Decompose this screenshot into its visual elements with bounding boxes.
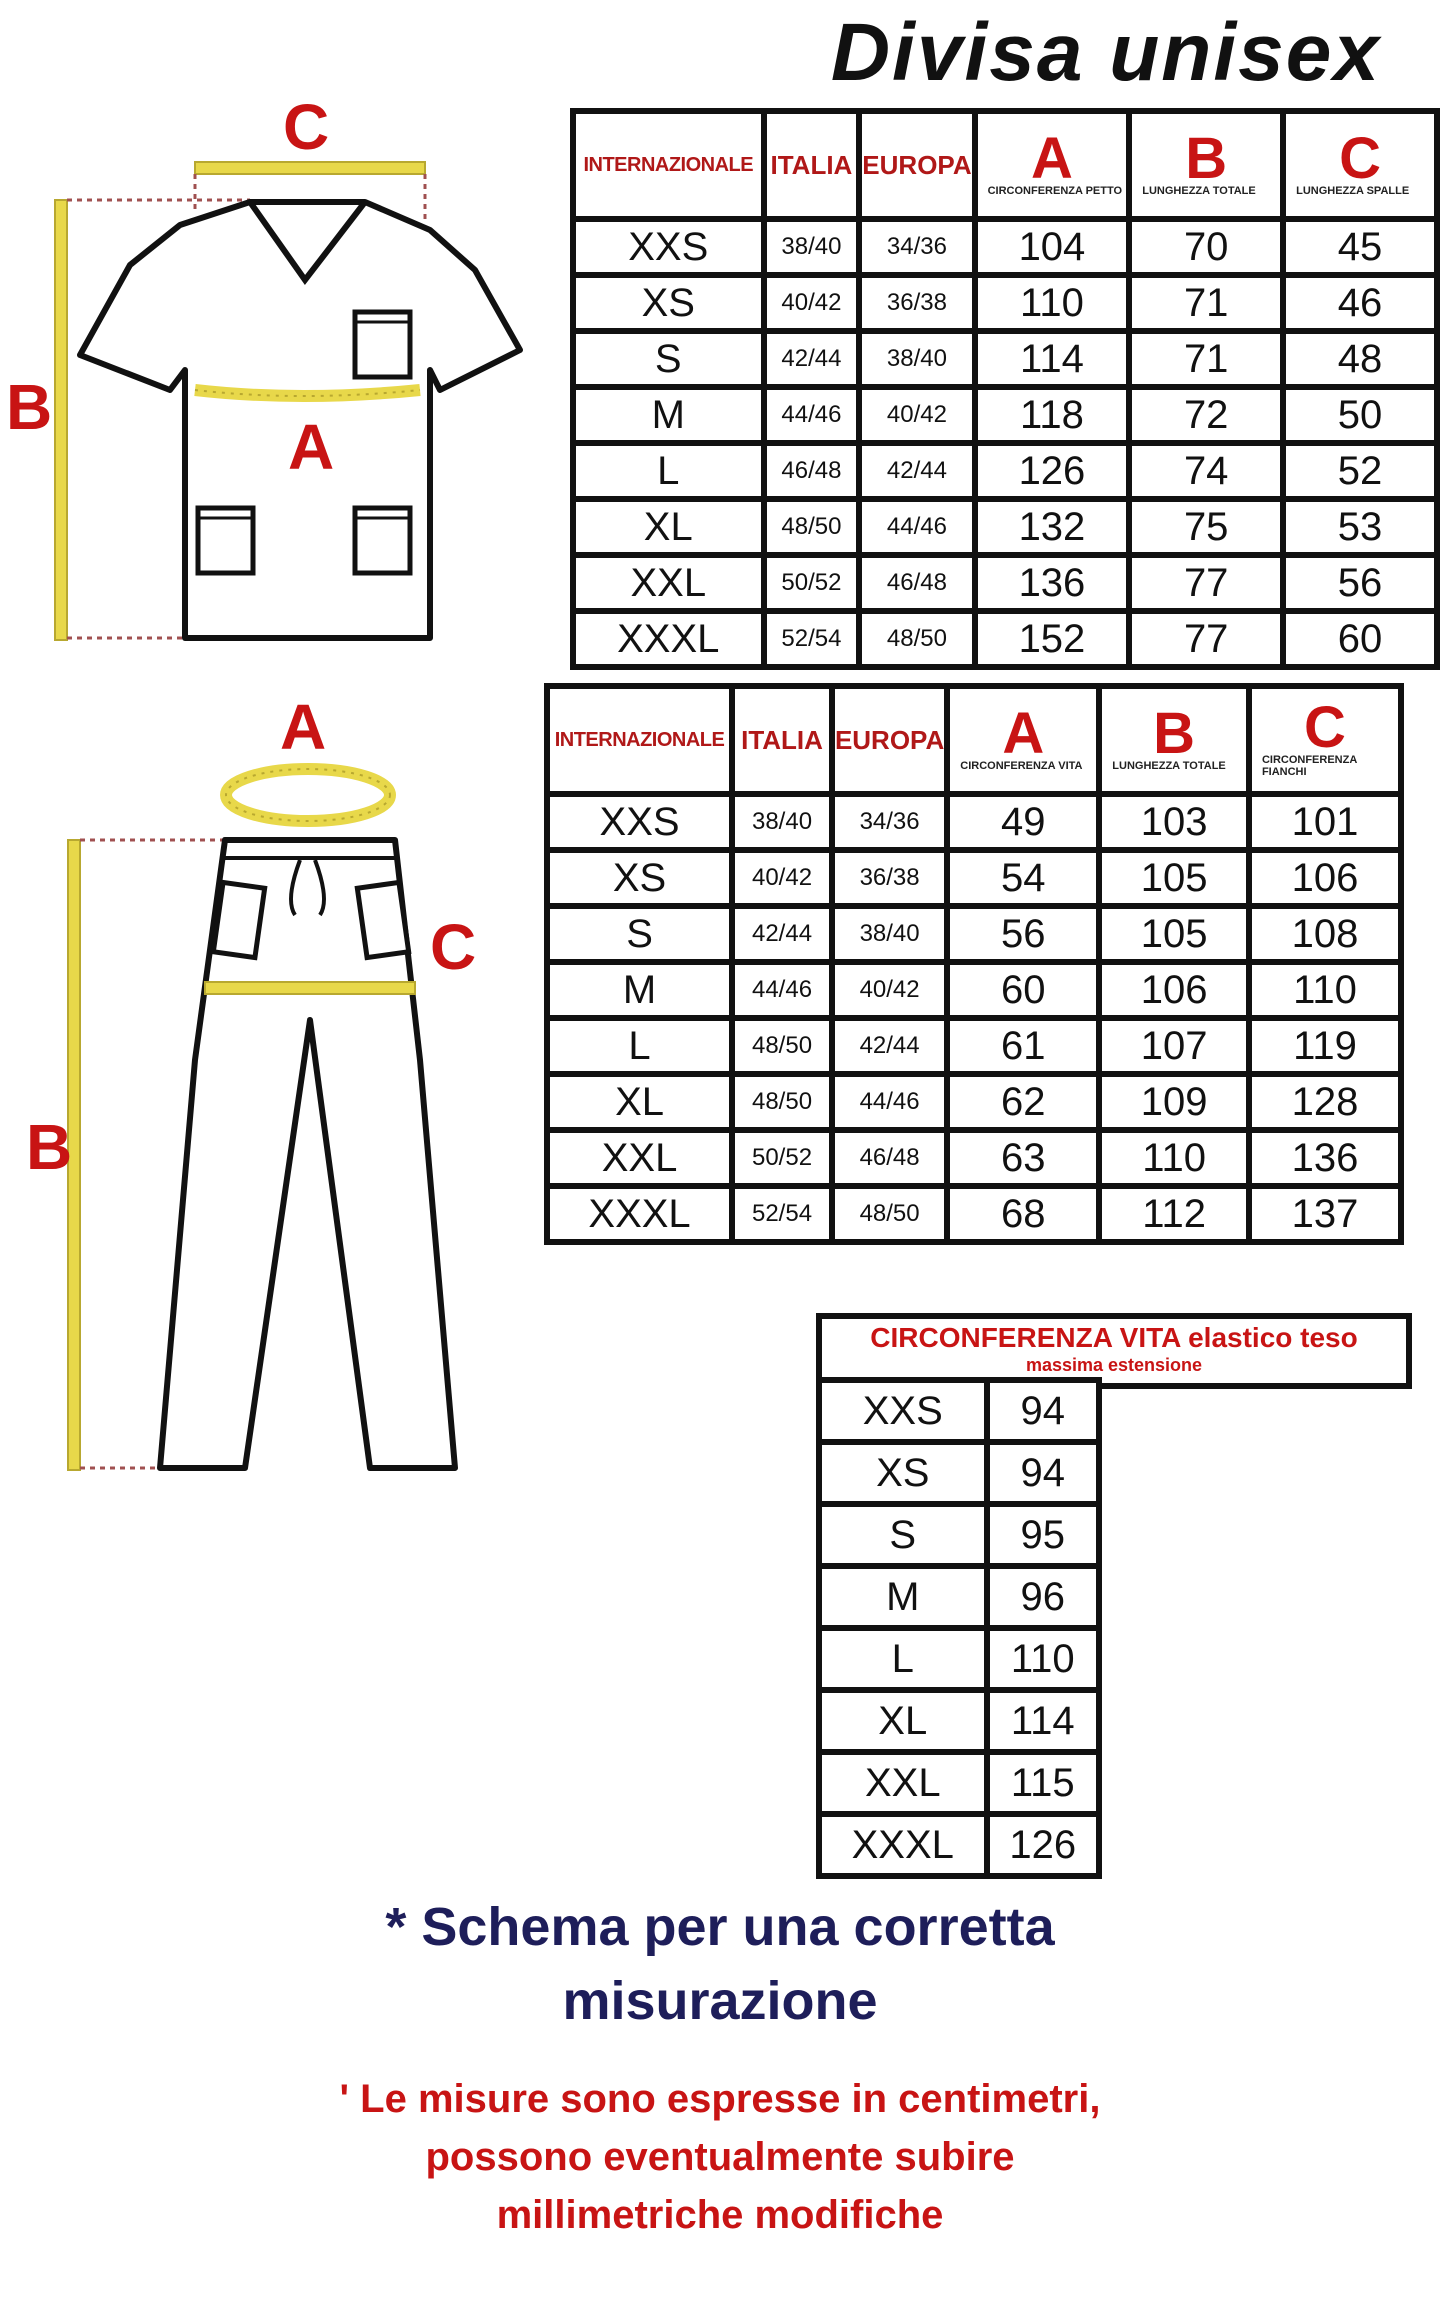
- waist-value-cell: 110: [990, 1631, 1096, 1687]
- b-cell: 74: [1132, 446, 1280, 496]
- header-c: C LUNGHEZZA SPALLE: [1286, 114, 1434, 216]
- italia-cell: 44/46: [767, 390, 857, 440]
- a-cell: 56: [950, 909, 1096, 959]
- europa-cell: 44/46: [862, 502, 971, 552]
- waist-size-cell: XXXL: [822, 1817, 984, 1873]
- b-cell: 71: [1132, 278, 1280, 328]
- size-cell: XL: [550, 1077, 729, 1127]
- table-row: [822, 1631, 1096, 1687]
- europa-cell: 40/42: [862, 390, 971, 440]
- table-row: [822, 1693, 1096, 1749]
- waist-size-table: [816, 1377, 1102, 1879]
- page-title: Divisa unisex: [830, 7, 1381, 98]
- header-europa: EUROPA: [835, 689, 944, 791]
- a-cell: 60: [950, 965, 1096, 1015]
- a-cell: 63: [950, 1133, 1096, 1183]
- pants-diagram-icon: [0, 700, 520, 1500]
- italia-cell: 52/54: [767, 614, 857, 664]
- header-internazionale: INTERNAZIONALE: [550, 689, 729, 791]
- a-cell: 152: [978, 614, 1127, 664]
- b-cell: 107: [1102, 1021, 1246, 1071]
- c-cell: 53: [1286, 502, 1434, 552]
- note-line1: ' Le misure sono espresse in centimetri,: [339, 2077, 1101, 2121]
- b-cell: 105: [1102, 909, 1246, 959]
- table-row: [550, 1133, 1398, 1183]
- header-a: A CIRCONFERENZA PETTO: [978, 114, 1127, 216]
- b-cell: 75: [1132, 502, 1280, 552]
- waist-size-cell: XXS: [822, 1383, 984, 1439]
- italia-cell: 50/52: [735, 1133, 829, 1183]
- pants-table-body: [550, 797, 1398, 1239]
- size-cell: S: [576, 334, 761, 384]
- table-row: [576, 614, 1434, 664]
- europa-cell: 38/40: [862, 334, 971, 384]
- size-cell: M: [576, 390, 761, 440]
- table-row: [550, 797, 1398, 847]
- waist-size-cell: XL: [822, 1693, 984, 1749]
- a-cell: 118: [978, 390, 1127, 440]
- schema-line1: * Schema per una corretta: [385, 1897, 1055, 1957]
- a-cell: 132: [978, 502, 1127, 552]
- size-cell: S: [550, 909, 729, 959]
- table-row: [822, 1507, 1096, 1563]
- shirt-table-body: [576, 222, 1434, 664]
- size-cell: L: [576, 446, 761, 496]
- c-cell: 110: [1252, 965, 1398, 1015]
- waist-value-cell: 96: [990, 1569, 1096, 1625]
- italia-cell: 48/50: [767, 502, 857, 552]
- table-row: [576, 446, 1434, 496]
- header-internazionale: INTERNAZIONALE: [576, 114, 761, 216]
- header-b: B LUNGHEZZA TOTALE: [1102, 689, 1246, 791]
- c-cell: 48: [1286, 334, 1434, 384]
- table-row: [550, 909, 1398, 959]
- table-row: [822, 1445, 1096, 1501]
- italia-cell: 38/40: [767, 222, 857, 272]
- waist-value-cell: 95: [990, 1507, 1096, 1563]
- europa-cell: 36/38: [862, 278, 971, 328]
- table-row: [822, 1817, 1096, 1873]
- pants-label-a: A: [280, 691, 327, 763]
- waist-size-cell: L: [822, 1631, 984, 1687]
- a-cell: 68: [950, 1189, 1096, 1239]
- c-cell: 60: [1286, 614, 1434, 664]
- europa-cell: 34/36: [862, 222, 971, 272]
- europa-cell: 38/40: [835, 909, 944, 959]
- size-cell: XXXL: [576, 614, 761, 664]
- table-row: [822, 1383, 1096, 1439]
- b-cell: 109: [1102, 1077, 1246, 1127]
- europa-cell: 46/48: [835, 1133, 944, 1183]
- waist-size-cell: XS: [822, 1445, 984, 1501]
- b-cell: 110: [1102, 1133, 1246, 1183]
- a-cell: 136: [978, 558, 1127, 608]
- europa-cell: 48/50: [862, 614, 971, 664]
- table-row: [576, 558, 1434, 608]
- c-cell: 52: [1286, 446, 1434, 496]
- b-cell: 106: [1102, 965, 1246, 1015]
- waist-value-cell: 126: [990, 1817, 1096, 1873]
- pants-label-c: C: [430, 911, 477, 983]
- size-cell: XS: [576, 278, 761, 328]
- europa-cell: 36/38: [835, 853, 944, 903]
- size-cell: XXL: [576, 558, 761, 608]
- header-italia: ITALIA: [767, 114, 857, 216]
- c-cell: 46: [1286, 278, 1434, 328]
- schema-line2: misurazione: [562, 1971, 878, 2031]
- size-cell: L: [550, 1021, 729, 1071]
- waist-size-cell: M: [822, 1569, 984, 1625]
- header-italia: ITALIA: [735, 689, 829, 791]
- table-row: [550, 1021, 1398, 1071]
- pants-size-table: [544, 683, 1404, 1245]
- italia-cell: 44/46: [735, 965, 829, 1015]
- a-cell: 54: [950, 853, 1096, 903]
- note-line2: possono eventualmente subire: [425, 2135, 1015, 2179]
- waist-table-body: [822, 1383, 1096, 1873]
- table-row: [822, 1569, 1096, 1625]
- europa-cell: 42/44: [835, 1021, 944, 1071]
- size-cell: XXXL: [550, 1189, 729, 1239]
- waist-header-line2: massima estensione: [1025, 1355, 1203, 1375]
- europa-cell: 44/46: [835, 1077, 944, 1127]
- italia-cell: 46/48: [767, 446, 857, 496]
- waist-value-cell: 114: [990, 1693, 1096, 1749]
- measure-note: [220, 2070, 1220, 2244]
- c-cell: 108: [1252, 909, 1398, 959]
- size-cell: XS: [550, 853, 729, 903]
- shirt-label-b: B: [6, 371, 53, 443]
- c-cell: 101: [1252, 797, 1398, 847]
- italia-cell: 40/42: [767, 278, 857, 328]
- c-cell: 106: [1252, 853, 1398, 903]
- shirt-diagram-icon: [0, 90, 560, 660]
- a-cell: 49: [950, 797, 1096, 847]
- europa-cell: 34/36: [835, 797, 944, 847]
- c-cell: 137: [1252, 1189, 1398, 1239]
- italia-cell: 50/52: [767, 558, 857, 608]
- italia-cell: 40/42: [735, 853, 829, 903]
- header-europa: EUROPA: [862, 114, 971, 216]
- a-cell: 126: [978, 446, 1127, 496]
- c-cell: 136: [1252, 1133, 1398, 1183]
- italia-cell: 38/40: [735, 797, 829, 847]
- c-cell: 45: [1286, 222, 1434, 272]
- a-cell: 104: [978, 222, 1127, 272]
- size-cell: XXL: [550, 1133, 729, 1183]
- waist-header-line1: CIRCONFERENZA VITA elastico teso: [870, 1322, 1358, 1353]
- header-c: C CIRCONFERENZA FIANCHI: [1252, 689, 1398, 791]
- waist-value-cell: 94: [990, 1445, 1096, 1501]
- table-row: [576, 278, 1434, 328]
- table-row: [550, 1189, 1398, 1239]
- waist-value-cell: 115: [990, 1755, 1096, 1811]
- europa-cell: 40/42: [835, 965, 944, 1015]
- b-cell: 77: [1132, 614, 1280, 664]
- europa-cell: 42/44: [862, 446, 971, 496]
- waist-size-cell: XXL: [822, 1755, 984, 1811]
- b-cell: 105: [1102, 853, 1246, 903]
- c-cell: 56: [1286, 558, 1434, 608]
- shirt-size-table: [570, 108, 1440, 670]
- table-row: [576, 390, 1434, 440]
- b-cell: 72: [1132, 390, 1280, 440]
- table-row: [576, 222, 1434, 272]
- size-cell: XXS: [576, 222, 761, 272]
- b-cell: 112: [1102, 1189, 1246, 1239]
- waist-value-cell: 94: [990, 1383, 1096, 1439]
- a-cell: 61: [950, 1021, 1096, 1071]
- italia-cell: 52/54: [735, 1189, 829, 1239]
- c-cell: 50: [1286, 390, 1434, 440]
- italia-cell: 42/44: [735, 909, 829, 959]
- size-cell: XXS: [550, 797, 729, 847]
- a-cell: 114: [978, 334, 1127, 384]
- shirt-label-a: A: [288, 411, 335, 483]
- table-row: [822, 1755, 1096, 1811]
- waist-size-cell: S: [822, 1507, 984, 1563]
- header-a: A CIRCONFERENZA VITA: [950, 689, 1096, 791]
- size-cell: M: [550, 965, 729, 1015]
- note-line3: millimetriche modifiche: [496, 2193, 944, 2237]
- c-cell: 119: [1252, 1021, 1398, 1071]
- c-cell: 128: [1252, 1077, 1398, 1127]
- a-cell: 62: [950, 1077, 1096, 1127]
- b-cell: 70: [1132, 222, 1280, 272]
- table-row: [576, 502, 1434, 552]
- table-row: [576, 334, 1434, 384]
- header-b: B LUNGHEZZA TOTALE: [1132, 114, 1280, 216]
- italia-cell: 48/50: [735, 1021, 829, 1071]
- table-row: [550, 853, 1398, 903]
- b-cell: 71: [1132, 334, 1280, 384]
- table-row: [550, 1077, 1398, 1127]
- pants-label-b: B: [26, 1111, 73, 1183]
- table-row: [550, 965, 1398, 1015]
- b-cell: 103: [1102, 797, 1246, 847]
- b-cell: 77: [1132, 558, 1280, 608]
- italia-cell: 48/50: [735, 1077, 829, 1127]
- italia-cell: 42/44: [767, 334, 857, 384]
- europa-cell: 46/48: [862, 558, 971, 608]
- schema-text: [260, 1890, 1180, 2038]
- a-cell: 110: [978, 278, 1127, 328]
- europa-cell: 48/50: [835, 1189, 944, 1239]
- size-cell: XL: [576, 502, 761, 552]
- shirt-label-c: C: [283, 91, 330, 163]
